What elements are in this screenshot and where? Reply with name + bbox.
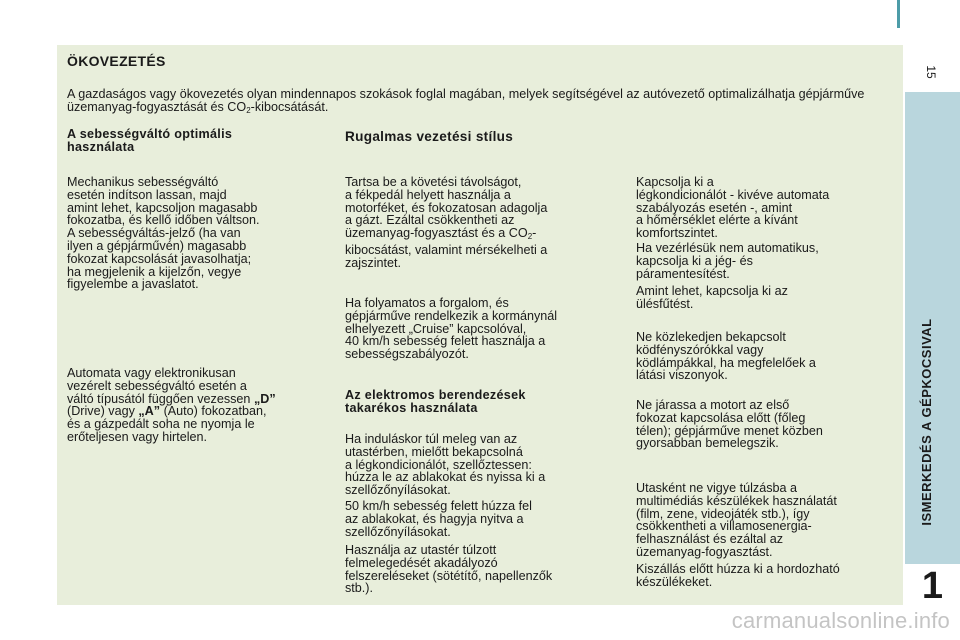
- driving-style-text-2: - kibocsátást, valamint mérsékelheti a zajszintet.: [345, 226, 548, 270]
- gearbox-automatic-paragraph: [67, 367, 276, 444]
- ventilation-paragraph: Ha induláskor túl meleg van az utastérben, mielőtt bekapcsolná a légkondicionálót, szellőztessen: húzza le az ablakokat és nyissa ki a szellőzőnyílásokat.: [345, 432, 546, 498]
- seat-heating-paragraph: Amint lehet, kapcsolja ki az ülésfűtést.: [636, 284, 788, 311]
- intro-subscript: 2: [246, 106, 251, 115]
- intro-text-end: -kibocsátását.: [250, 100, 329, 114]
- auto-mode-label: „A”: [138, 404, 161, 419]
- gearbox-auto-text-1: Automata vagy elektronikusan vezérelt sebességváltó esetén a váltó típusától függően vezessen: [67, 366, 251, 406]
- cruise-paragraph: Ha folyamatos a forgalom, és gépjárműve rendelkezik a kormánynál elhelyezett „Cruise” kapcsolóval, 40 km/h sebesség felett használja a sebességszabályozót.: [345, 296, 558, 362]
- engine-warmup-paragraph: Ne járassa a motort az első fokozat kapcsolása előtt (főleg télen); gépjárműve menet közben gyorsabban bemelegszik.: [636, 398, 823, 451]
- ac-paragraph: Kapcsolja ki a légkondicionálót - kivéve automata szabályozás esetén -, amint a hőmérséklet elérte a kívánt komfortszintet.: [636, 175, 830, 241]
- windows-paragraph: 50 km/h sebesség felett húzza fel az ablakokat, és hagyja nyitva a szellőzőnyílásokat.: [345, 499, 532, 539]
- intro-text: A gazdaságos vagy ökovezetés olyan mindennapos szokások foglal magában, melyek segítségével az autóvezető optimalizálhatja gépjárműve üzemanyag-fogyasztását és CO: [67, 87, 865, 114]
- intro-paragraph: [67, 88, 887, 117]
- gearbox-heading: A sebességváltó optimális használata: [67, 127, 233, 154]
- driving-style-paragraph: [345, 176, 547, 270]
- gearbox-auto-text-2: (Drive) vagy: [67, 404, 135, 419]
- gearbox-manual-paragraph: Mechanikus sebességváltó esetén indítson lassan, majd amint lehet, kapcsoljon magasabb fokozatba, és kellő időben váltson. A sebességváltás-jelző (ha van ilyen a gépjárművén) magasabb fokozat kapcsolását javasolhatja; ha megjelenik a kijelzőn, vegye figyelembe a javaslatot.: [67, 175, 260, 292]
- driving-style-text-1: Tartsa be a követési távolságot, a fékpedál helyett használja a motorféket, és fokozatosan adagolja a gázt. Ezáltal csökkentheti az üzemanyag-fogyasztást és a CO: [345, 175, 548, 241]
- driving-style-subscript: 2: [527, 232, 533, 242]
- gearbox-auto-text-3: (Auto) fokozatban, és a gázpedált soha ne nyomja le erőteljesen vagy hirtelen.: [67, 404, 267, 444]
- multimedia-paragraph: Utasként ne vigye túlzásba a multimédiás készülékek használatát (film, zene, videojáték stb.), így csökkentheti a villamosenergia- felhasználást és ezáltal az üzemanyag-fogyasztást.: [636, 481, 837, 559]
- chapter-title: ISMERKEDÉS A GÉPKOCSIVAL: [919, 318, 934, 526]
- top-rule: [897, 0, 900, 28]
- fog-lights-paragraph: Ne közlekedjen bekapcsolt ködfényszórókkal vagy ködlámpákkal, ha megfelelőek a látási viszonyok.: [636, 330, 816, 383]
- shading-paragraph: Használja az utastér túlzott felmelegedését akadályozó felszereléseket (sötétítő, napellenzők stb.).: [345, 543, 553, 596]
- electrical-heading: Az elektromos berendezések takarékos használata: [345, 388, 526, 415]
- section-title: ÖKOVEZETÉS: [67, 53, 166, 69]
- page-number: 15: [924, 65, 938, 79]
- defrost-paragraph: Ha vezérlésük nem automatikus, kapcsolja ki a jég- és páramentesítést.: [636, 241, 819, 281]
- drive-mode-label: „D”: [253, 391, 276, 406]
- watermark: carmanualsonline.info: [731, 608, 950, 633]
- portable-devices-paragraph: Kiszállás előtt húzza ki a hordozható készülékeket.: [636, 562, 840, 589]
- chapter-number: 1: [921, 565, 944, 607]
- driving-style-heading: Rugalmas vezetési stílus: [345, 129, 514, 144]
